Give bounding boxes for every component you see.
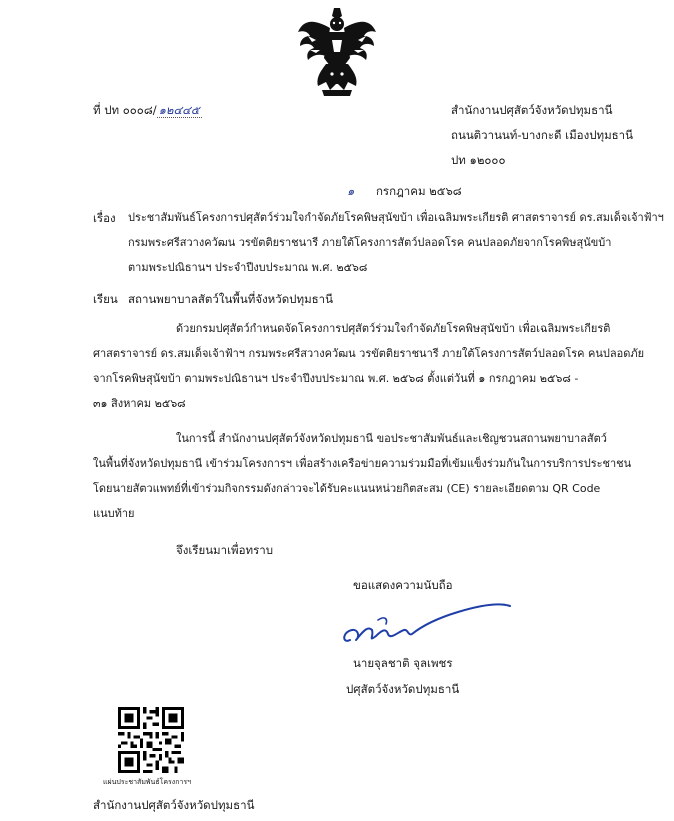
- body-paragraph-1-line-2: ศาสตราจารย์ ดร.สมเด็จเจ้าฟ้าฯ กรมพระศรีสวางควัฒน วรขัตติยราชนารี ภายใต้โครงการสัตว์ปลอดโรค คนปลอดภัย: [93, 347, 645, 360]
- qr-caption: แผ่นประชาสัมพันธ์โครงการฯ: [103, 778, 192, 786]
- letter-date: [347, 184, 462, 198]
- body-paragraph-1-line-4: ๓๑ สิงหาคม ๒๕๖๘: [93, 397, 186, 410]
- sender-address-line-2: ถนนติวานนท์-บางกะดี เมืองปทุมธานี: [451, 128, 633, 142]
- body-paragraph-1-line-1: ด้วยกรมปศุสัตว์กำหนดจัดโครงการปศุสัตว์ร่วมใจกำจัดภัยโรคพิษสุนัขบ้า เพื่อเฉลิมพระเกียรติ: [176, 322, 611, 335]
- sender-address-line-3: ปท ๑๒๐๐๐: [451, 153, 506, 167]
- reference-number: [93, 103, 202, 117]
- recipient-label: เรียน: [93, 292, 118, 306]
- handwritten-signature: [338, 596, 513, 656]
- body-paragraph-2-line-3: โดยนายสัตวแพทย์ที่เข้าร่วมกิจกรรมดังกล่าวจะได้รับคะแนนหน่วยกิตสะสม (CE) รายละเอียดตาม QR Code: [93, 482, 601, 495]
- reference-prefix: ที่ ปท ๐๐๐๘/: [93, 103, 157, 117]
- garuda-emblem-icon: [296, 6, 378, 98]
- body-paragraph-2-line-1: ในการนี้ สำนักงานปศุสัตว์จังหวัดปทุมธานี ขอประชาสัมพันธ์และเชิญชวนสถานพยาบาลสัตว์: [176, 432, 607, 445]
- subject-line-2: กรมพระศรีสวางควัฒน วรขัตติยราชนารี ภายใต้โครงการสัตว์ปลอดโรค คนปลอดภัยจากโรคพิษสุนัขบ้า: [128, 236, 612, 249]
- body-paragraph-2-line-2: ในพื้นที่จังหวัดปทุมธานี เข้าร่วมโครงการฯ เพื่อสร้างเครือข่ายความร่วมมือที่เข้มแข็งร่วมกันในการบริการประชาชน: [93, 457, 632, 470]
- regards-text: ขอแสดงความนับถือ: [353, 578, 453, 592]
- subject-label: เรื่อง: [93, 211, 116, 225]
- qr-code[interactable]: [118, 707, 184, 773]
- handwritten-date-day: ๑: [347, 184, 355, 198]
- subject-line-1: ประชาสัมพันธ์โครงการปศุสัตว์ร่วมใจกำจัดภัยโรคพิษสุนัขบ้า เพื่อเฉลิมพระเกียรติ ศาสตราจารย์ ดร.สมเด็จเจ้าฟ้าฯ: [128, 211, 664, 224]
- footer-office-name: สำนักงานปศุสัตว์จังหวัดปทุมธานี: [93, 798, 255, 812]
- subject-line-3: ตามพระปณิธานฯ ประจำปีงบประมาณ พ.ศ. ๒๕๖๘: [128, 261, 368, 274]
- signatory-name: นายจุลชาติ จุลเพชร: [353, 656, 453, 670]
- handwritten-reference-number: ๑๒๔๔๕: [158, 103, 200, 117]
- signatory-position: ปศุสัตว์จังหวัดปทุมธานี: [346, 682, 460, 696]
- body-paragraph-1-line-3: จากโรคพิษสุนัขบ้า ตามพระปณิธานฯ ประจำปีงบประมาณ พ.ศ. ๒๕๖๘ ตั้งแต่วันที่ ๑ กรกฎาคม ๒๕๖๘ -: [93, 372, 579, 385]
- date-month-year: กรกฎาคม ๒๕๖๘: [375, 184, 462, 198]
- sender-address-line-1: สำนักงานปศุสัตว์จังหวัดปทุมธานี: [451, 103, 613, 117]
- body-paragraph-2-line-4: แนบท้าย: [93, 507, 135, 520]
- closing-text: จึงเรียนมาเพื่อทราบ: [176, 543, 274, 557]
- recipient-text: สถานพยาบาลสัตว์ในพื้นที่จังหวัดปทุมธานี: [128, 292, 333, 306]
